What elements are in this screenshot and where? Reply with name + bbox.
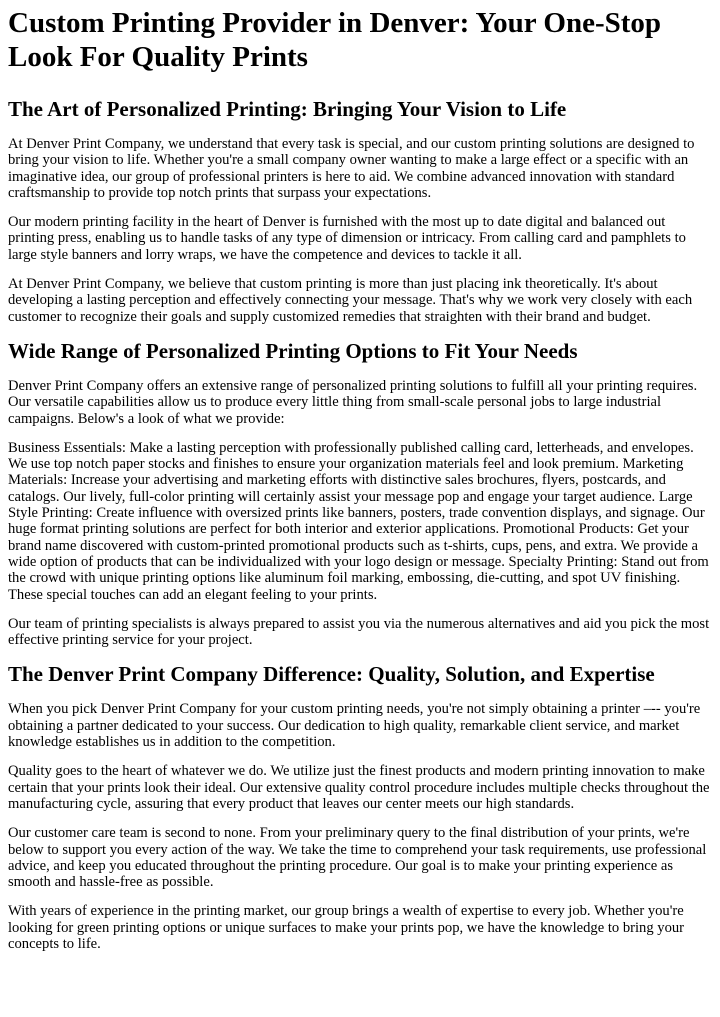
paragraph: Our modern printing facility in the heart of Denver is furnished with the most up to date digital and balanced out printing press, enabling us to handle tasks of any type of dimension or intricacy. From calling card and pamphlets to large style banners and lorry wraps, we have the competence and devices to tackle it all. — [8, 214, 686, 263]
paragraph: Business Essentials: Make a lasting perception with professionally published calling card, letterheads, and envelopes. We use top notch paper stocks and finishes to ensure your organization materials feel and look premium. Marketing Materials: Increase your advertising and marketing efforts with distinctive sales brochures, flyers, postcards, and catalogs. Our lively, full-color printing will certainly assist your message pop and engage your target audience. Large Style Printing: Create influence with oversized prints like banners, posters, trade convention displays, and signage. Our huge format printing solutions are perfect for both interior and exterior applications. Promotional Products: Get your brand name discovered with custom-printed promotional products such as t-shirts, cups, pens, and extra. We provide a wide option of products that can be individualized with your logo design or message. Specialty Printing: Stand out from the crowd with unique printing options like aluminum foil marking, embossing, die-cutting, and spot UV finishing. These special touches can add an elegant feeling to your prints. — [8, 439, 709, 603]
section-company-difference — [8, 661, 712, 952]
page-title: Custom Printing Provider in Denver: Your One-Stop Look For Quality Prints — [8, 7, 662, 73]
paragraph: When you pick Denver Print Company for your custom printing needs, you're not simply obtaining a printer –-- you're obtaining a partner dedicated to your success. Our dedication to high quality, remarkable client service, and market knowledge establishes us in addition to the competition. — [8, 701, 701, 751]
paragraph: With years of experience in the printing market, our group brings a wealth of expertise to every job. Whether you're looking for green printing options or unique surfaces to make your prints pop, we have the knowledge to bring your concepts to life. — [8, 903, 685, 952]
section-heading: The Art of Personalized Printing: Bringing Your Vision to Life — [8, 97, 567, 121]
section-heading: The Denver Print Company Difference: Quality, Solution, and Expertise — [8, 662, 655, 687]
section-printing-options — [8, 338, 712, 648]
section-heading: Wide Range of Personalized Printing Options to Fit Your Needs — [8, 338, 578, 363]
paragraph: Our team of printing specialists is always prepared to assist you via the numerous alternatives and aid you pick the most effective printing service for your project. — [8, 615, 710, 649]
paragraph: Our customer care team is second to none. From your preliminary query to the final distribution of your prints, we're below to support you every action of the way. We take the time to comprehend your task requirements, use professional advice, and keep you educated throughout the printing procedure. Our goal is to make your printing experience as smooth and hassle-free as possible. — [8, 825, 707, 891]
section-art-of-printing — [8, 96, 712, 325]
paragraph: At Denver Print Company, we believe that custom printing is more than just placing ink theoretically. It's about developing a lasting perception and effectively connecting your message. That's why we work very closely with each customer to recognize their goals and supply customized remedies that straighten with their brand and budget. — [8, 276, 693, 325]
paragraph: Quality goes to the heart of whatever we do. We utilize just the finest products and modern printing innovation to make certain that your prints look their ideal. Our extensive quality control procedure includes multiple checks throughout the manufacturing cycle, assuring that every product that leaves our center meets our high standards. — [8, 763, 710, 812]
paragraph: Denver Print Company offers an extensive range of personalized printing solutions to fulfill all your printing requires. Our versatile capabilities allow us to produce every little thing from small-scale personal jobs to large industrial campaigns. Below's a look of what we provide: — [8, 377, 698, 427]
paragraph: At Denver Print Company, we understand that every task is special, and our custom printing solutions are designed to bring your vision to life. Whether you're a small company owner wanting to make a large effect or a specific with an imaginative idea, our group of professional printers is here to aid. We combine advanced innovation with standard craftsmanship to provide top notch prints that surpass your expectations. — [8, 136, 695, 201]
